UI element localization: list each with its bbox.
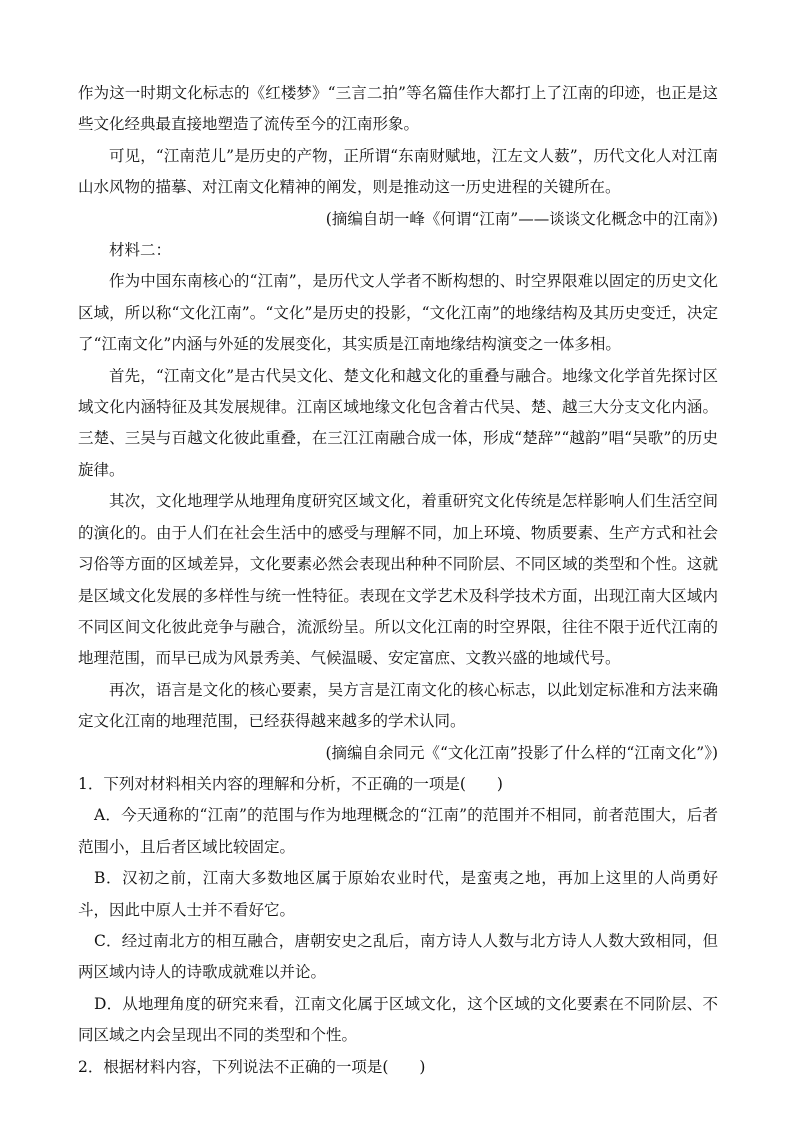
paragraph-first-point: 首先，“江南文化”是古代吴文化、楚文化和越文化的重叠与融合。地缘文化学首先探讨区域文化内涵特征及其发展规律。江南区域地缘文化包含着古代吴、楚、越三大分支文化内涵。三楚、三吴与百越文化彼此重叠，在三江江南融合成一体，形成“楚辞”“越韵”唱“吴歌”的历史旋律。 (78, 366, 718, 479)
paragraph-material-two-intro: 作为中国东南核心的“江南”，是历代文人学者不断构想的、时空界限难以固定的历史文化区域，所以称“文化江南”。“文化”是历史的投影，“文化江南”的地缘结构及其历史变迁，决定了“江南文化”内涵与外延的发展变化，其实质是江南地缘结构演变之一体多相。 (78, 272, 718, 354)
question-1-stem: 1．下列对材料相关内容的理解和分析，不正确的一项是( ) (78, 774, 503, 793)
question-1-option-b: B．汉初之前，江南大多数地区属于原始农业时代，是蛮夷之地，再加上这里的人尚勇好斗，因此中原人士并不看好它。 (78, 869, 718, 919)
paragraph-continuation: 作为这一时期文化标志的《红楼梦》“三言二拍”等名篇佳作大都打上了江南的印迹，也正是这些文化经典最直接地塑造了流传至今的江南形象。 (78, 84, 718, 134)
question-1-option-c: C．经过南北方的相互融合，唐朝安史之乱后，南方诗人人数与北方诗人人数大致相同，但两区域内诗人的诗歌成就难以并论。 (78, 931, 718, 982)
question-1-option-a: A．今天通称的“江南”的范围与作为地理概念的“江南”的范围并不相同，前者范围大，后者范围小，且后者区域比较固定。 (78, 806, 718, 856)
paragraph-summary: 可见，“江南范儿”是历史的产物，正所谓“东南财赋地，江左文人薮”，历代文化人对江南山水风物的描摹、对江南文化精神的阐发，则是推动这一历史进程的关键所在。 (78, 146, 718, 197)
paragraph-third-point: 再次，语言是文化的核心要素，吴方言是江南文化的核心标志，以此划定标准和方法来确定文化江南的地理范围，已经获得越来越多的学术认同。 (78, 680, 718, 731)
source-citation-1: (摘编自胡一峰《何谓“江南”——谈谈文化概念中的江南》) (325, 209, 718, 228)
document-page (78, 78, 718, 1083)
paragraph-second-point: 其次，文化地理学从地理角度研究区域文化，着重研究文化传统是怎样影响人们生活空间的演化的。由于人们在社会生活中的感受与理解不同，加上环境、物质要素、生产方式和社会习俗等方面的区域差异，文化要素必然会表现出种种不同阶层、不同区域的类型和个性。这就是区域文化发展的多样性与统一性特征。表现在文学艺术及科学技术方面，出现江南大区域内不同区间文化彼此竞争与融合，流派纷呈。所以文化江南的时空界限，往往不限于近代江南的地理范围，而早已成为风景秀美、气候温暖、安定富庶、文教兴盛的地域代号。 (78, 492, 718, 668)
material-two-label: 材料二： (109, 241, 172, 260)
question-1-option-d: D．从地理角度的研究来看，江南文化属于区域文化，这个区域的文化要素在不同阶层、不同区域之内会呈现出不同的类型和个性。 (78, 994, 718, 1045)
source-citation-2: (摘编自余同元《“文化江南”投影了什么样的“江南文化”》) (325, 743, 718, 762)
question-2-stem: 2．根据材料内容，下列说法不正确的一项是( ) (78, 1057, 426, 1076)
